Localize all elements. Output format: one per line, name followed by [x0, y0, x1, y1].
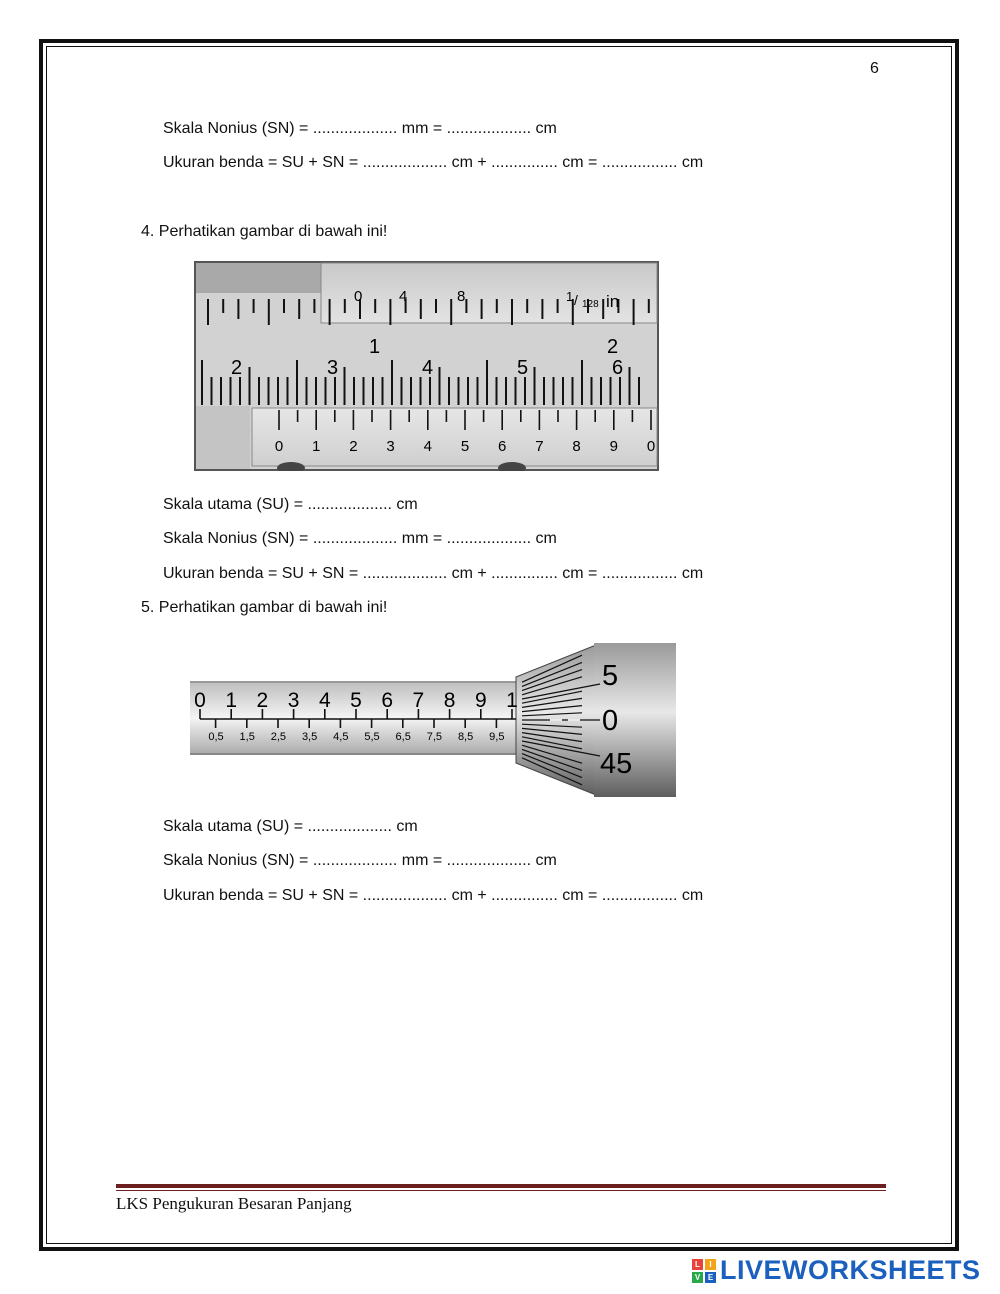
- top-ukuran-line: Ukuran benda = SU + SN = ................... cm + ............... cm = ................. cm: [163, 154, 704, 171]
- footer-title: LKS Pengukuran Besaran Panjang: [116, 1194, 352, 1213]
- q5-ukuran-line: Ukuran benda = SU + SN = ................... cm + ............... cm = ................. cm: [163, 887, 704, 904]
- vernier-label: 7: [535, 438, 544, 455]
- inch-main-label: 2: [607, 336, 619, 358]
- inch-vernier-label: 8: [457, 288, 466, 305]
- logo-letter: E: [705, 1272, 716, 1283]
- logo-letter: V: [692, 1272, 703, 1283]
- logo-letter: I: [705, 1259, 716, 1270]
- sleeve-label: 7: [412, 689, 425, 712]
- micrometer-figure: [190, 641, 676, 799]
- vernier-label: 9: [609, 438, 618, 455]
- liveworksheets-wordmark: LIVEWORKSHEETS: [720, 1255, 981, 1285]
- vernier-label: 0: [646, 438, 656, 455]
- half-label: 5,5: [364, 731, 380, 743]
- sleeve-label: 1: [225, 689, 238, 712]
- vernier-label: 3: [386, 438, 395, 455]
- half-label: 0,5: [208, 731, 224, 743]
- cm-main-label: 5: [517, 357, 529, 379]
- sleeve-label: 0: [194, 689, 206, 712]
- sleeve-label: 6: [381, 689, 394, 712]
- liveworksheets-logo[interactable]: [692, 1255, 981, 1286]
- sleeve-label: 3: [287, 689, 300, 712]
- q5-prompt: 5. Perhatikan gambar di bawah ini!: [141, 599, 388, 616]
- sleeve-label: 2: [256, 689, 269, 712]
- half-label: 1,5: [239, 731, 255, 743]
- inch-vernier-label: 4: [399, 288, 408, 305]
- sleeve-label: 5: [350, 689, 362, 712]
- q4-su-line: Skala utama (SU) = ................... cm: [163, 496, 418, 513]
- half-label: 3,5: [301, 731, 318, 743]
- inch-fraction-num: 1: [566, 289, 574, 304]
- vernier-label: 8: [572, 438, 581, 455]
- thimble-label: 0: [602, 705, 619, 737]
- q4-prompt: 4. Perhatikan gambar di bawah ini!: [141, 223, 388, 240]
- liveworksheets-icon: [692, 1259, 716, 1283]
- footer-rule: [116, 1184, 886, 1188]
- vernier-label: 6: [498, 438, 507, 455]
- cm-main-label: 4: [422, 357, 434, 379]
- half-label: 7,5: [426, 731, 443, 743]
- cm-main-label: 6: [612, 357, 624, 379]
- half-label: 6,5: [395, 731, 411, 743]
- thimble-label: 5: [602, 660, 619, 692]
- half-label: 9,5: [489, 731, 505, 743]
- sleeve-label: 8: [443, 689, 456, 712]
- inch-vernier-label: 0: [354, 288, 363, 305]
- vernier-label: 5: [460, 438, 470, 455]
- thimble-label: 45: [600, 748, 633, 780]
- cm-main-label: 3: [327, 357, 339, 379]
- logo-letter: L: [692, 1259, 703, 1270]
- q5-sn-line: Skala Nonius (SN) = ................... mm = ................... cm: [163, 852, 557, 869]
- vernier-label: 4: [423, 438, 432, 455]
- q4-sn-line: Skala Nonius (SN) = ................... mm = ................... cm: [163, 530, 557, 547]
- inch-main-label: 1: [369, 336, 381, 358]
- half-label: 8,5: [457, 731, 474, 743]
- sleeve-label: 1: [506, 689, 518, 712]
- vernier-label: 2: [349, 438, 358, 455]
- vernier-caliper-figure: [194, 261, 659, 471]
- sleeve-label: 4: [318, 689, 331, 712]
- inch-fraction-den: 128: [582, 299, 599, 310]
- top-sn-line: Skala Nonius (SN) = ................... mm = ................... cm: [163, 120, 557, 137]
- inch-unit: in: [606, 292, 620, 311]
- inch-fraction-slash: /: [574, 292, 578, 308]
- q5-su-line: Skala utama (SU) = ................... cm: [163, 818, 418, 835]
- vernier-label: 1: [312, 438, 321, 455]
- vernier-label: 0: [274, 438, 284, 455]
- cm-main-label: 2: [231, 357, 243, 379]
- sleeve-label: 9: [474, 689, 487, 712]
- half-label: 4,5: [333, 731, 349, 743]
- half-label: 2,5: [270, 731, 287, 743]
- q4-ukuran-line: Ukuran benda = SU + SN = ................... cm + ............... cm = ................. cm: [163, 565, 704, 582]
- page-number: 6: [870, 60, 879, 77]
- footer-rule-thin: [116, 1190, 886, 1191]
